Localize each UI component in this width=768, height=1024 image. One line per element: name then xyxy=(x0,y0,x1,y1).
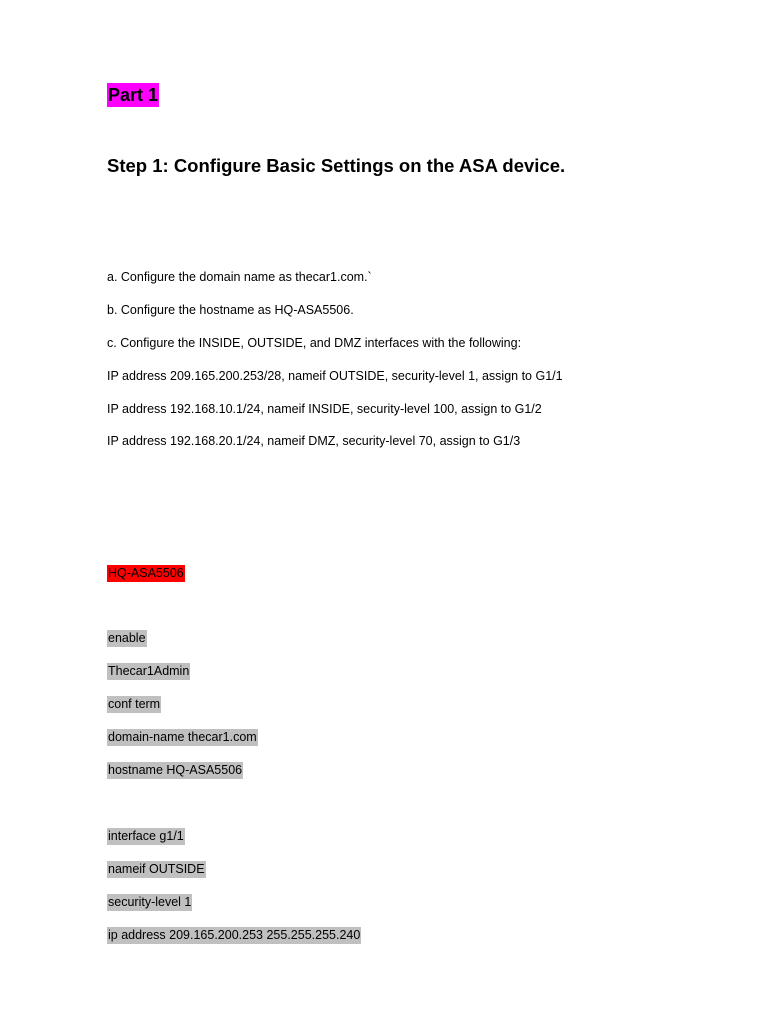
instruction-hostname: b. Configure the hostname as HQ-ASA5506. xyxy=(107,303,354,317)
part-title: Part 1 xyxy=(108,85,159,105)
instruction-domain-name: a. Configure the domain name as thecar1.com.` xyxy=(107,270,372,284)
step-title: Step 1: Configure Basic Settings on the ASA device. xyxy=(107,155,566,176)
command-line: domain-name thecar1.com xyxy=(108,730,257,744)
command-line: hostname HQ-ASA5506 xyxy=(108,763,243,777)
command-line: enable xyxy=(108,631,146,645)
device-label: HQ-ASA5506 xyxy=(108,566,184,580)
command-line: Thecar1Admin xyxy=(108,664,190,678)
instruction-outside-ip: IP address 209.165.200.253/28, nameif OUTSIDE, security-level 1, assign to G1/1 xyxy=(107,369,563,383)
command-line: ip address 209.165.200.253 255.255.255.240 xyxy=(108,928,361,942)
command-line: security-level 1 xyxy=(108,895,192,909)
command-line: conf term xyxy=(108,697,161,711)
command-line: nameif OUTSIDE xyxy=(108,862,205,876)
instruction-interfaces: c. Configure the INSIDE, OUTSIDE, and DMZ interfaces with the following: xyxy=(107,336,522,350)
command-line: interface g1/1 xyxy=(108,829,184,843)
instruction-dmz-ip: IP address 192.168.20.1/24, nameif DMZ, security-level 70, assign to G1/3 xyxy=(107,434,521,448)
instruction-inside-ip: IP address 192.168.10.1/24, nameif INSIDE, security-level 100, assign to G1/2 xyxy=(107,402,542,416)
